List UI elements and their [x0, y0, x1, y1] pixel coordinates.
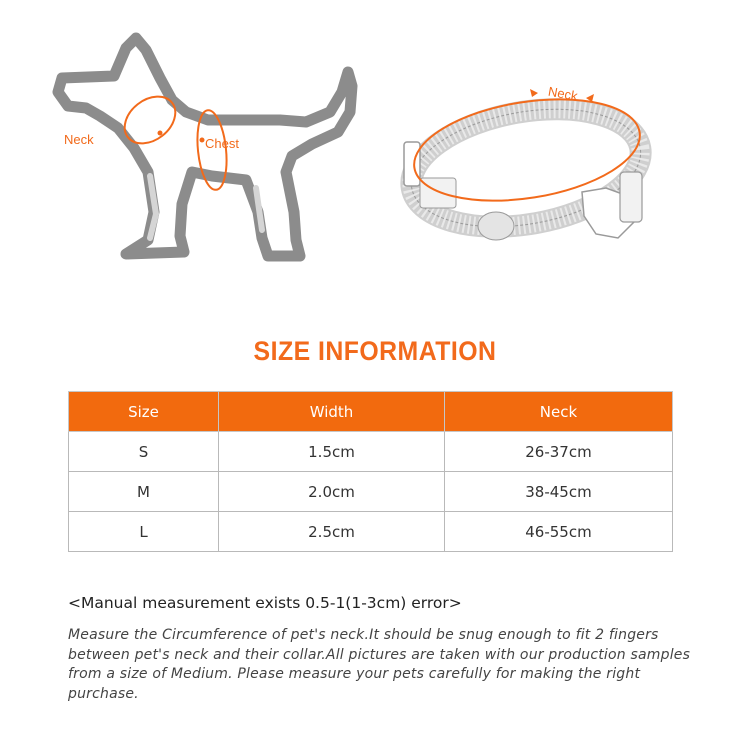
- measurement-error-note: <Manual measurement exists 0.5-1(1-3cm) error>: [68, 594, 462, 612]
- table-header-row: [69, 392, 673, 432]
- dog-neck-label: Neck: [64, 132, 94, 147]
- width-cell: 1.5cm: [219, 432, 445, 472]
- width-cell: 2.5cm: [219, 512, 445, 552]
- size-table: [68, 391, 673, 552]
- size-cell: S: [69, 432, 219, 472]
- size-cell: M: [69, 472, 219, 512]
- page-title: SIZE INFORMATION: [253, 336, 497, 366]
- collar-icon: [402, 85, 650, 244]
- table-row: [69, 432, 673, 472]
- header-neck: Neck: [445, 392, 673, 432]
- measurement-description: Measure the Circumference of pet's neck.It should be snug enough to fit 2 fingers between pet's neck and their collar.All pictures are taken with our production samples from a size of Medium. Please measure your pets carefully for making the right purchase.: [68, 627, 691, 702]
- header-width: Width: [219, 392, 445, 432]
- illustration: [0, 0, 750, 300]
- dog-chest-label: Chest: [205, 136, 239, 151]
- neck-cell: 46-55cm: [445, 512, 673, 552]
- neck-cell: 26-37cm: [445, 432, 673, 472]
- width-cell: 2.0cm: [219, 472, 445, 512]
- collar-neck-label: Neck: [546, 83, 579, 104]
- size-cell: L: [69, 512, 219, 552]
- table-row: [69, 472, 673, 512]
- table-row: [69, 512, 673, 552]
- neck-cell: 38-45cm: [445, 472, 673, 512]
- header-size: Size: [69, 392, 219, 432]
